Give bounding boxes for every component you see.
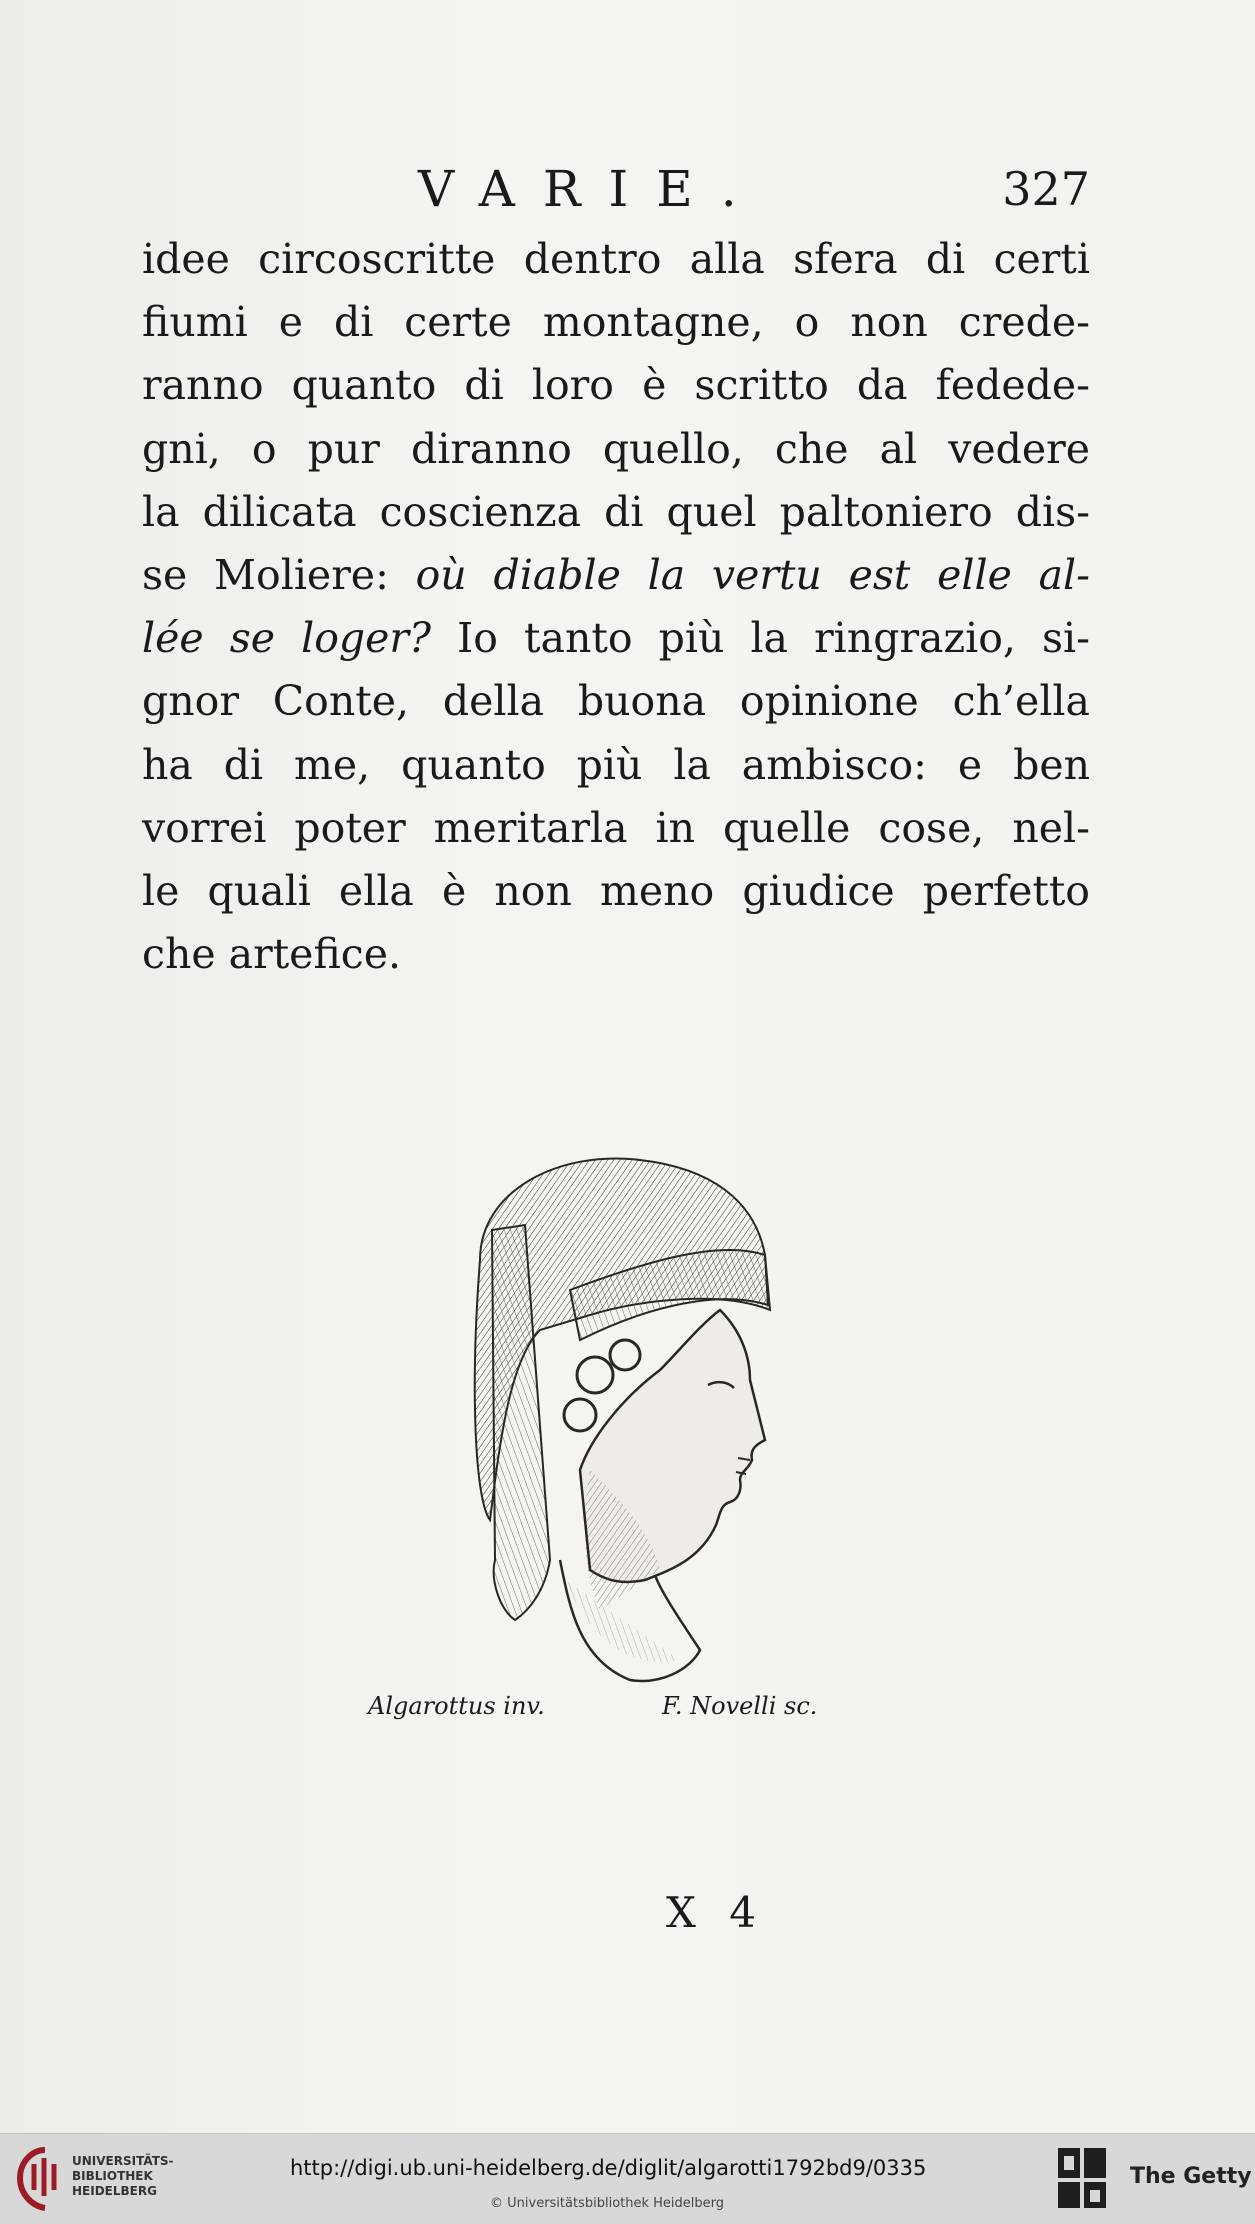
engraving-caption-left: Algarottus inv. [368, 1692, 545, 1720]
library-name: UNIVERSITÄTS- BIBLIOTHEK HEIDELBERG [72, 2154, 174, 2198]
italic-quote-segment: où diable la vertu est elle al- [415, 551, 1090, 600]
engraving-caption-right: F. Novelli sc. [662, 1692, 818, 1720]
text-line [142, 607, 1090, 670]
text-segment: che artefice. [142, 930, 402, 979]
text-segment: gnor Conte, della buona opinione ch’ella [142, 677, 1090, 726]
signature-mark: X 4 [666, 1888, 766, 1937]
text-line [142, 228, 1090, 291]
text-line [142, 354, 1090, 417]
text-line [142, 481, 1090, 544]
text-segment: gni, o pur diranno quello, che al vedere [142, 424, 1090, 473]
text-segment: le quali ella è non meno giudice perfetto [142, 867, 1090, 916]
text-segment: la dilicata coscienza di quel paltoniero dis- [142, 487, 1090, 536]
text-line [142, 291, 1090, 354]
text-line [142, 734, 1090, 797]
text-segment: fiumi e di certe montagne, o non crede- [142, 298, 1090, 347]
page-header [140, 160, 1090, 220]
engraved-head-illustration [420, 1140, 800, 1690]
viewer-footer [0, 2133, 1255, 2224]
text-segment: ranno quanto di loro è scritto da fedede- [142, 361, 1090, 410]
text-segment: vorrei poter meritarla in quelle cose, nel- [142, 803, 1090, 852]
getty-logo-icon [1058, 2148, 1110, 2210]
ub-heidelberg-logo-icon [14, 2146, 76, 2212]
permalink-url[interactable]: http://digi.ub.uni-heidelberg.de/diglit/algarotti1792bd9/0335 [290, 2156, 927, 2180]
text-line [142, 860, 1090, 923]
body-text [142, 228, 1090, 986]
text-segment: Io tanto più la ringrazio, si- [431, 614, 1090, 663]
partner-name: The Getty [1130, 2164, 1252, 2189]
text-segment: idee circoscritte dentro alla sfera di certi [142, 235, 1090, 283]
copyright-notice: © Universitätsbibliothek Heidelberg [490, 2196, 725, 2211]
text-line [142, 418, 1090, 481]
text-segment: se Moliere: [142, 551, 416, 600]
running-title: VARIE. [418, 160, 765, 218]
text-segment: ha di me, quanto più la ambisco: e ben [142, 740, 1090, 789]
text-line [142, 797, 1090, 860]
text-line [142, 544, 1090, 607]
text-line [142, 670, 1090, 733]
italic-quote-segment: lée se loger? [142, 614, 431, 663]
page-number: 327 [1002, 162, 1090, 216]
text-line [142, 923, 1090, 986]
